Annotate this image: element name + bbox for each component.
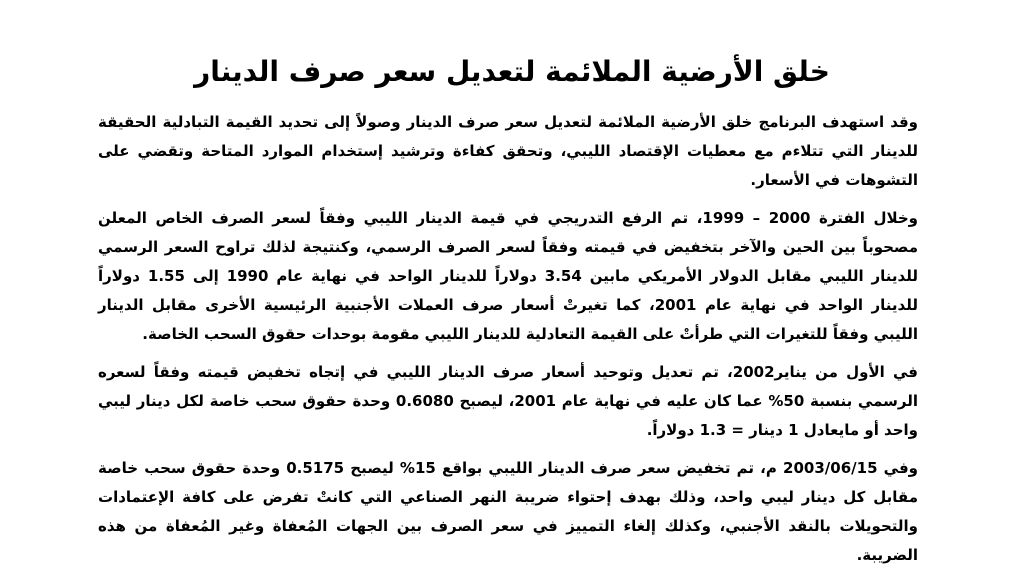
slide-body xyxy=(98,108,918,579)
paragraph-january-2002: في الأول من يناير2002، تم تعديل وتوحيد أسعار صرف الدينار الليبي في إتجاه تخفيض قيمته وفقاً لسعره الرسمي بنسبة 50% عما كان عليه في نهاية عام 2001، ليصبح 0.6080 وحدة حقوق سحب خاصة لكل دينار ليبي واحد أو مايعادل 1 دينار = 1.3 دولاراً. xyxy=(98,363,918,439)
paragraph-june-2003: وفي 2003/06/15 م، تم تخفيض سعر صرف الدينار الليبي بواقع 15% ليصبح 0.5175 وحدة حقوق سحب خاصة مقابل كل دينار ليبي واحد، وذلك بهدف إحتواء ضريبة النهر الصناعي التي كانتْ تفرض على كافة الإعتمادات والتحويلات بالنقد الأجنبي، وكذلك إلغاء التمييز في سعر الصرف بين الجهات المُعفاة وغير المُعفاة من هذه الضريبة. xyxy=(98,459,918,564)
paragraph-1999-2000-period: وخلال الفترة 2000 – 1999، تم الرفع التدريجي في قيمة الدينار الليبي وفقاً لسعر الصرف الخاص المعلن مصحوباً بين الحين والآخر بتخفيض في قيمته وفقاً لسعر الصرف الرسمي، وكنتيجة لذلك تراوح السعر الرسمي للدينار الليبي مقابل الدولار الأمريكي مابين 3.54 دولاراً للدينار الواحد في نهاية عام 1990 إلى 1.55 دولاراً للدينار الواحد في نهاية عام 2001، كما تغيرتْ أسعار صرف العملات الأجنبية الرئيسية الأخرى مقابل الدينار الليبي وفقاً للتغيرات التي طرأتْ على القيمة التعادلية للدينار الليبي مقومة بوحدات حقوق السحب الخاصة. xyxy=(98,209,918,343)
paragraph-program-goal: وقد استهدف البرنامج خلق الأرضية الملائمة لتعديل سعر صرف الدينار وصولاً إلى تحديد القيمة التبادلية الحقيقة للدينار التي تتلاءم مع معطيات الإقتصاد الليبي، وتحقق كفاءة وترشيد إستخدام الموارد المتاحة وتقضي على التشوهات في الأسعار. xyxy=(98,113,918,189)
slide-title: خلق الأرضية الملائمة لتعديل سعر صرف الدينار xyxy=(194,55,830,88)
